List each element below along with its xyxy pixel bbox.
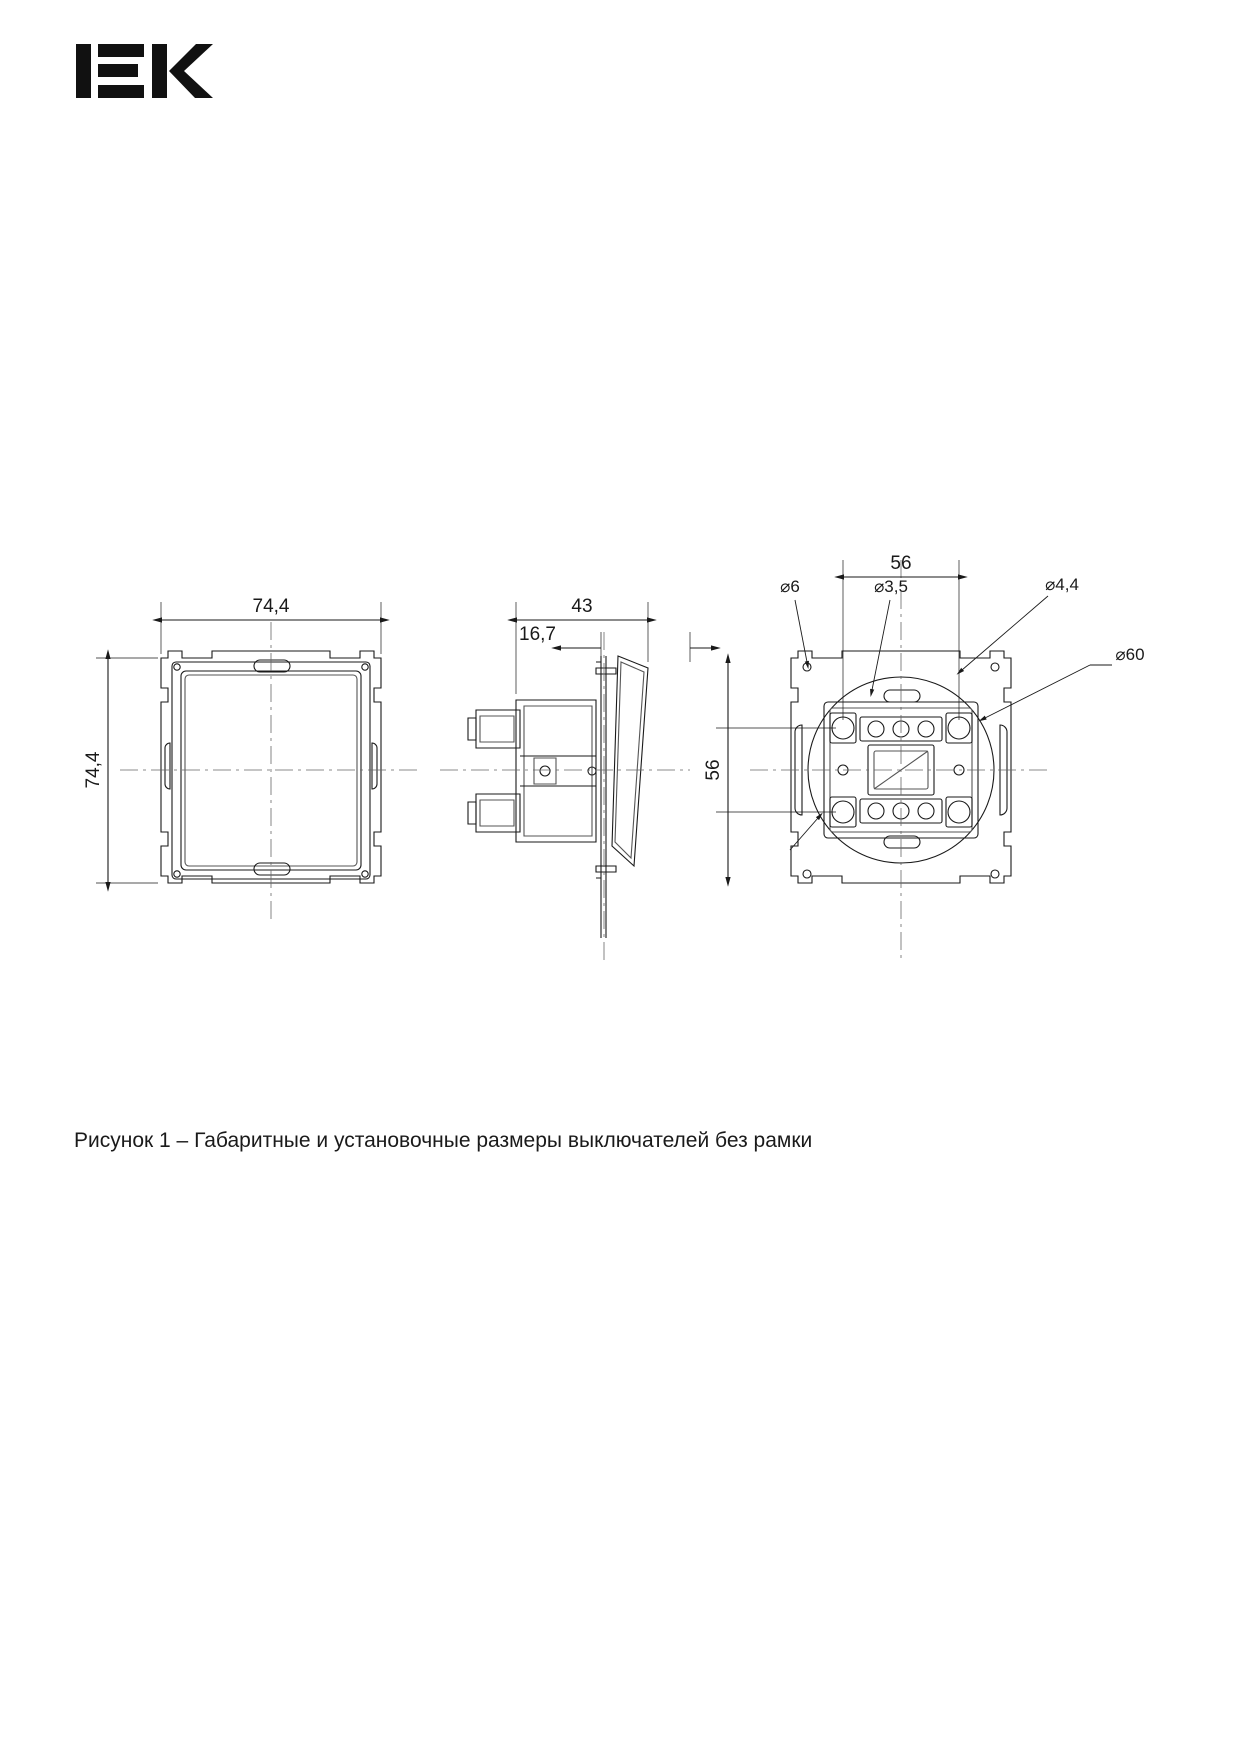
callout-hole-6: [780, 577, 807, 662]
callout-hole-3-5: [872, 577, 908, 690]
technical-drawing: [0, 270, 1243, 789]
front-width-label: 74,4: [252, 596, 290, 617]
front-height-dimension: [83, 658, 158, 883]
callout-hole-6-label: ⌀6: [780, 577, 800, 596]
callout-hole-4-4-label: ⌀4,4: [1045, 575, 1079, 594]
side-body-depth-label: 16,7: [519, 624, 556, 645]
callout-hole-60: [985, 645, 1145, 718]
side-view: [440, 632, 690, 960]
figure-caption: Рисунок 1 – Габаритные и установочные размеры выключателей без рамки: [74, 1129, 813, 1152]
iek-logo: [74, 38, 214, 106]
callout-hole-60-label: ⌀60: [1115, 645, 1145, 664]
side-depth-label: 43: [571, 596, 593, 617]
rear-width-label: 56: [890, 553, 912, 574]
front-view: [120, 622, 420, 920]
callout-lower-left-leader: [790, 818, 818, 850]
callout-hole-3-5-label: ⌀3,5: [874, 577, 908, 596]
side-depth-dimension: [516, 596, 648, 694]
rear-height-label: 56: [703, 759, 724, 781]
front-height-label: 74,4: [83, 751, 104, 789]
rear-view: [750, 560, 1050, 960]
callout-hole-4-4: [962, 575, 1079, 670]
side-body-depth-dimension: [519, 624, 712, 662]
